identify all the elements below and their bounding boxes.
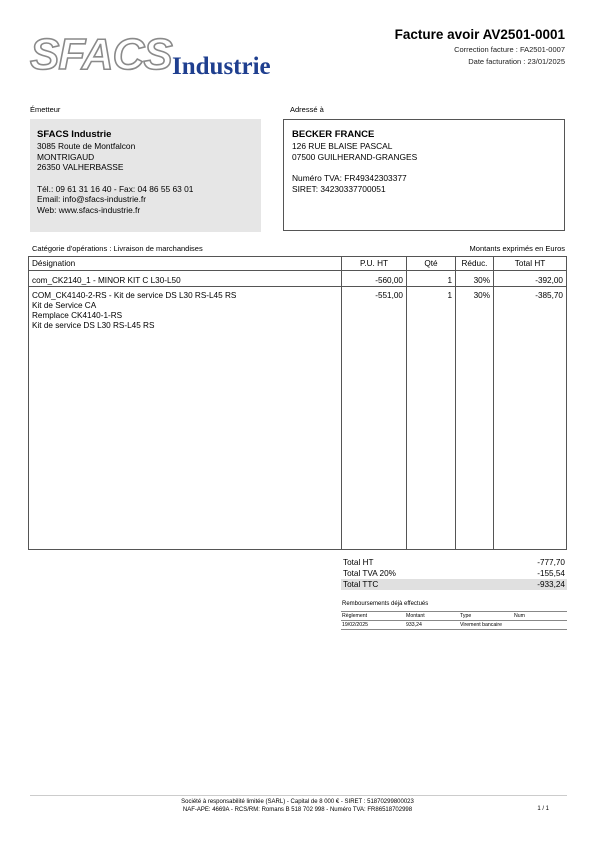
footer-line-2: NAF-APE: 4669A - RCS/RM: Romans B 518 702 998 - Numéro TVA: FR86518702998 xyxy=(182,807,413,813)
total-ht-row xyxy=(341,557,567,568)
refund-col-type: Type xyxy=(459,612,513,621)
sender-email: Email: info@sfacs-industrie.fr xyxy=(37,194,147,205)
row-description-line: Kit de Service CA xyxy=(32,301,97,310)
sender-zip-city: 26350 VALHERBASSE xyxy=(37,162,124,173)
recipient-siret: SIRET: 34230337700051 xyxy=(292,183,386,194)
operations-category: Catégorie d'opérations : Livraison de marchandises xyxy=(32,244,203,253)
col-quantity: Qté xyxy=(407,257,456,271)
totals-block xyxy=(341,557,567,590)
row-discount: 30% xyxy=(456,287,494,550)
total-ttc-label: Total TTC xyxy=(343,580,379,589)
col-unit-price: P.U. HT xyxy=(342,257,407,271)
col-designation: Désignation xyxy=(29,257,342,271)
refund-col-settlement: Règlement xyxy=(341,612,405,621)
col-total: Total HT xyxy=(494,257,567,271)
row-description-line: Remplace CK4140-1-RS xyxy=(32,311,123,320)
items-table xyxy=(28,256,567,550)
footer-legal xyxy=(0,798,595,814)
table-row xyxy=(341,621,567,630)
row-discount: 30% xyxy=(456,271,494,287)
page-number: 1 / 1 xyxy=(537,806,549,812)
table-row xyxy=(29,271,567,287)
refund-date: 19/02/2025 xyxy=(341,621,405,630)
total-ttc-row xyxy=(341,579,567,590)
recipient-box xyxy=(283,119,565,231)
footer-divider xyxy=(30,795,567,796)
company-logo-industrie: Industrie xyxy=(172,53,271,80)
currency-note: Montants exprimés en Euros xyxy=(469,244,565,253)
recipient-label: Adressé à xyxy=(290,105,324,114)
row-total: -392,00 xyxy=(494,271,567,287)
row-designation: COM_CK4140-2-RS - Kit de service DS L30 RS-L45 RS xyxy=(32,291,237,300)
row-designation: com_CK2140_1 - MINOR KIT C L30-L50 xyxy=(32,276,181,285)
recipient-address: 126 RUE BLAISE PASCAL xyxy=(292,141,393,151)
refund-col-num: Num xyxy=(513,612,567,621)
refunds-table xyxy=(341,611,567,630)
footer-line-1: Société à responsabilité limitée (SARL) - Capital de 8 000 € - SIRET : 51870299800023 xyxy=(181,799,414,805)
total-tva-row xyxy=(341,568,567,579)
total-tva-label: Total TVA 20% xyxy=(343,569,396,578)
correction-reference: Correction facture : FA2501-0007 xyxy=(454,45,565,54)
sender-phone: Tél.: 09 61 31 16 40 - Fax: 04 86 55 63 01 xyxy=(37,183,194,194)
row-quantity: 1 xyxy=(407,287,456,550)
refund-amount: 933,24 xyxy=(405,621,459,630)
sender-label: Émetteur xyxy=(30,105,61,114)
recipient-vat: Numéro TVA: FR49342303377 xyxy=(292,173,407,184)
document-title: Facture avoir AV2501-0001 xyxy=(394,27,565,42)
refunds-title: Remboursements déjà effectués xyxy=(342,601,429,607)
sender-city: MONTRIGAUD xyxy=(37,151,95,162)
row-unit-price: -551,00 xyxy=(342,287,407,550)
sender-name: SFACS Industrie xyxy=(37,129,112,140)
col-discount: Réduc. xyxy=(456,257,494,271)
refunds-header-row xyxy=(341,612,567,621)
row-quantity: 1 xyxy=(407,271,456,287)
total-ht-label: Total HT xyxy=(343,558,374,567)
refund-col-amount: Montant xyxy=(405,612,459,621)
invoice-date: Date facturation : 23/01/2025 xyxy=(468,57,565,66)
table-row xyxy=(29,287,567,550)
company-logo-sfacs: SFACS xyxy=(30,30,172,79)
sender-web: Web: www.sfacs-industrie.fr xyxy=(37,204,141,215)
items-header-row xyxy=(29,257,567,271)
row-unit-price: -560,00 xyxy=(342,271,407,287)
sender-box xyxy=(30,119,261,232)
total-ttc-value: -933,24 xyxy=(537,580,565,589)
row-description-line: Kit de service DS L30 RS-L45 RS xyxy=(32,321,155,330)
sender-address: 3085 Route de Montfalcon xyxy=(37,141,136,151)
total-tva-value: -155,54 xyxy=(537,569,565,578)
refund-type: Virement bancaire xyxy=(459,621,513,630)
recipient-zip-city: 07500 GUILHERAND-GRANGES xyxy=(292,151,418,162)
recipient-name: BECKER FRANCE xyxy=(292,129,375,140)
row-total: -385,70 xyxy=(494,287,567,550)
total-ht-value: -777,70 xyxy=(537,558,565,567)
refund-num xyxy=(513,621,567,630)
